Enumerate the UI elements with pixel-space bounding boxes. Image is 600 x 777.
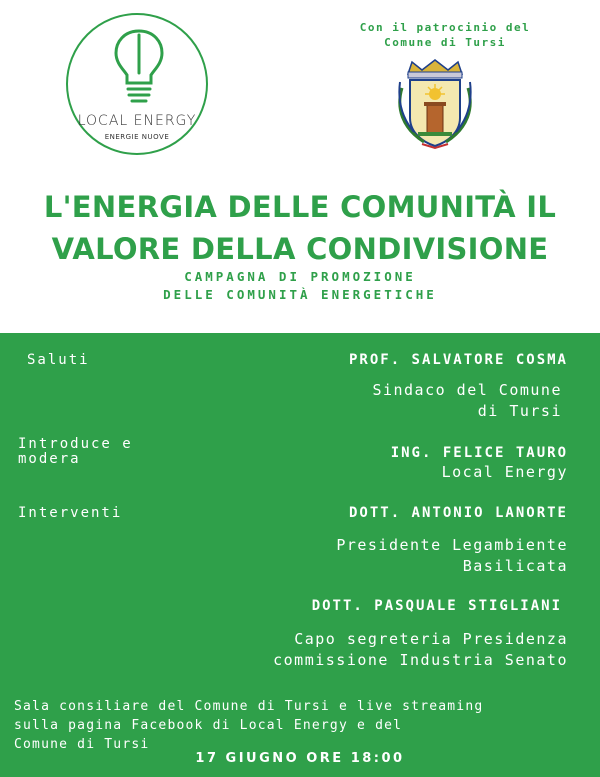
local-energy-logo xyxy=(66,13,208,155)
venue-line1: Sala consiliare del Comune di Tursi e live streaming xyxy=(14,699,484,714)
speaker3-role-line2: Basilicata xyxy=(462,557,568,575)
speaker2-role: Local Energy xyxy=(441,463,568,481)
venue-text xyxy=(14,697,600,754)
title-line1: L'ENERGIA DELLE COMUNITÀ IL xyxy=(43,190,557,224)
patronage-text xyxy=(320,20,570,50)
speaker1-role-line2: di Tursi xyxy=(477,402,562,420)
introduce-label xyxy=(18,437,133,467)
subtitle-line2: DELLE COMUNITÀ ENERGETICHE xyxy=(163,287,437,302)
event-title xyxy=(0,186,600,270)
logo-text: LOCAL ENERGY xyxy=(77,113,197,129)
patronage-line1: Con il patrocinio del xyxy=(359,21,531,34)
saluti-label: Saluti xyxy=(27,352,90,368)
speaker3-role xyxy=(336,535,568,577)
speaker4-name: DOTT. PASQUALE STIGLIANI xyxy=(311,598,562,614)
venue-line3: Comune di Tursi xyxy=(14,737,150,752)
header-section xyxy=(0,0,600,333)
light-bulb-icon xyxy=(112,27,166,107)
venue-line2: sulla pagina Facebook di Local Energy e del xyxy=(14,718,403,733)
introduce-label-line1: Introduce e xyxy=(18,436,133,452)
introduce-label-line2: modera xyxy=(18,451,81,467)
subtitle-line1: CAMPAGNA DI PROMOZIONE xyxy=(184,269,416,284)
logo-subtext: ENERGIE NUOVE xyxy=(104,133,170,141)
event-date: 17 GIUGNO ORE 18:00 xyxy=(195,751,405,766)
title-line2: VALORE DELLA CONDIVISIONE xyxy=(51,232,549,266)
speaker4-role-line1: Capo segreteria Presidenza xyxy=(294,630,568,648)
speaker2-name: ING. FELICE TAURO xyxy=(390,445,568,461)
event-subtitle xyxy=(0,268,600,304)
speaker1-role xyxy=(372,380,562,422)
speaker1-role-line1: Sindaco del Comune xyxy=(372,381,562,399)
speaker3-name: DOTT. ANTONIO LANORTE xyxy=(348,505,568,521)
speaker3-role-line1: Presidente Legambiente xyxy=(336,536,568,554)
speaker4-role xyxy=(273,629,568,671)
speaker4-role-line2: commissione Industria Senato xyxy=(273,651,568,669)
speaker1-name: PROF. SALVATORE COSMA xyxy=(348,352,568,368)
patronage-line2: Comune di Tursi xyxy=(384,36,506,49)
coat-of-arms-icon xyxy=(394,58,476,150)
interventi-label: Interventi xyxy=(18,505,123,521)
